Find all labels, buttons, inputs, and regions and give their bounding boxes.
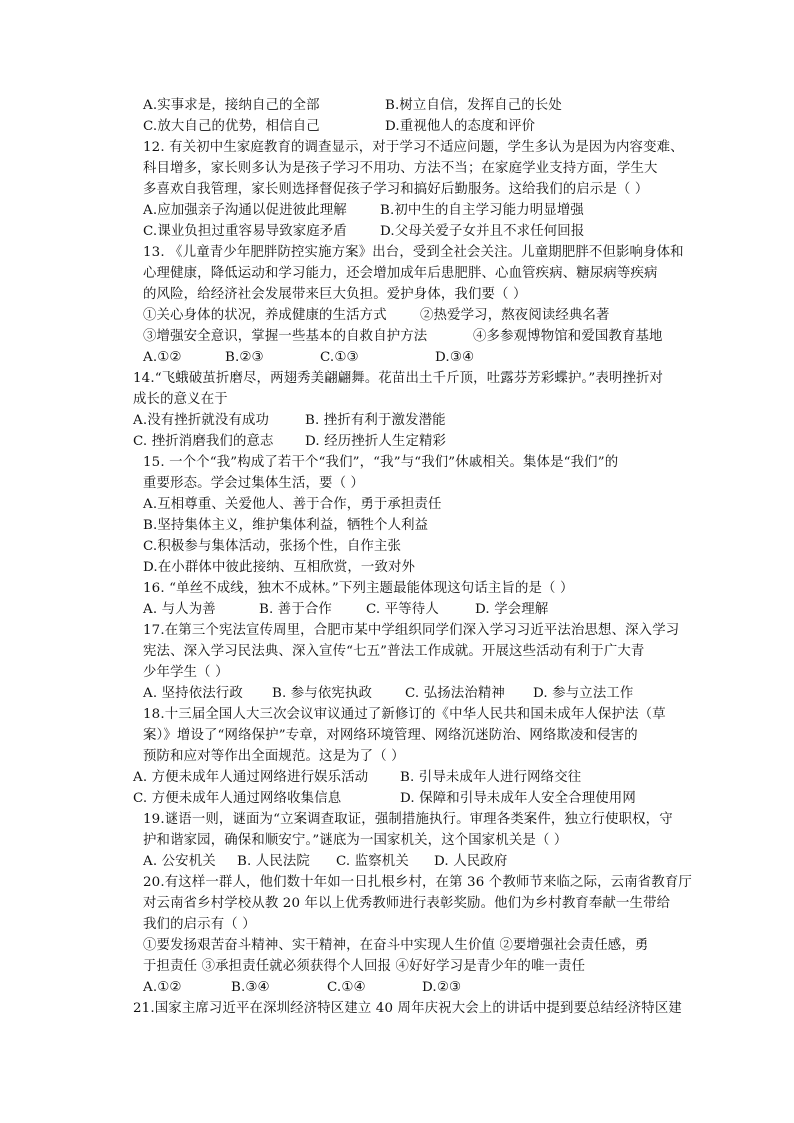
q13-statement: ②热爱学习，熬夜阅读经典名著	[420, 308, 610, 323]
q18-text-line: 预防和应对等作出全面规范。这是为了（ ）	[143, 749, 405, 764]
q12-option-b: B.初中生的自主学习能力明显增强	[380, 203, 584, 218]
q14-text-line: 14.“飞蛾破茧折磨尽，两翅秀美翩翩舞。花苗出土千斤顶，吐露芬芳彩蝶护。”表明挫折对	[133, 371, 664, 386]
q12-text-line: 多喜欢自我管理，家长则选择督促孩子学习和搞好后勤服务。这给我们的启示是（ ）	[143, 182, 649, 197]
q16-text-line: 16. “单丝不成线，独木不成林。”下列主题最能体现这句话主旨的是（ ）	[143, 581, 574, 596]
q18-option-c: C. 方便未成年人通过网络收集信息	[133, 791, 342, 806]
q14-option-c: C. 挫折消磨我们的意志	[133, 434, 274, 449]
q16-option-c: C. 平等待人	[366, 602, 439, 617]
q18-option-b: B. 引导未成年人进行网络交往	[400, 770, 582, 785]
q11-option-d: D.重视他人的态度和评价	[385, 119, 536, 134]
q20-statement: ①要发扬艰苦奋斗精神、实干精神，在奋斗中实现人生价值 ②要增强社会责任感，勇	[143, 938, 649, 953]
q19-option-d: D. 人民政府	[434, 854, 508, 869]
q13-text-line: 心理健康，降低运动和学习能力，还会增加成年后患肥胖、心血管疾病、糖尿病等疾病	[143, 266, 658, 281]
q12-option-c: C.课业负担过重容易导致家庭矛盾	[143, 224, 347, 239]
q21-text-line: 21.国家主席习近平在深圳经济特区建立 40 周年庆祝大会上的讲话中提到要总结经济特区建	[133, 1001, 682, 1016]
q14-option-d: D. 经历挫折人生定精彩	[305, 434, 447, 449]
q11-option-b: B.树立自信，发挥自己的长处	[385, 98, 562, 113]
q18-option-a: A. 方便未成年人通过网络进行娱乐活动	[133, 770, 369, 785]
q20-option-c: C.①④	[327, 980, 366, 995]
q16-option-b: B. 善于合作	[259, 602, 332, 617]
q17-option-a: A. 坚持依法行政	[143, 686, 243, 701]
q18-option-d: D. 保障和引导未成年人安全合理使用网	[400, 791, 636, 806]
q20-statement: 于担责任 ③承担责任就必须获得个人回报 ④好好学习是青少年的唯一责任	[143, 959, 586, 974]
q11-option-c: C.放大自己的优势，相信自己	[143, 119, 320, 134]
q17-option-c: C. 弘扬法治精神	[405, 686, 505, 701]
q12-text-line: 12. 有关初中生家庭教育的调查显示，对于学习不适应问题，学生多认为是因为内容变难、	[143, 140, 684, 155]
q15-text-line: 15. 一个个“我”构成了若干个“我们”，“我”与“我们”休戚相关。集体是“我们”的	[143, 455, 619, 470]
q13-option-d: D.③④	[435, 350, 475, 365]
q13-statement: ①关心身体的状况，养成健康的生活方式	[143, 308, 387, 323]
q18-text-line: 案）》增设了“网络保护”专章，对网络环境管理、网络沉迷防治、网络欺凌和侵害的	[143, 728, 638, 743]
q14-text-line: 成长的意义在于	[133, 392, 228, 407]
q13-text-line: 的风险，给经济社会发展带来巨大负担。爱护身体，我们要（ ）	[143, 287, 527, 302]
q20-option-a: A.①②	[143, 980, 182, 995]
q17-text-line: 少年学生（ ）	[143, 665, 229, 680]
q14-option-a: A.没有挫折就没有成功	[133, 413, 270, 428]
q13-text-line: 13. 《儿童青少年肥胖防控实施方案》出台，受到全社会关注。儿童期肥胖不但影响身体和	[143, 245, 684, 260]
q12-option-a: A.应加强亲子沟通以促进彼此理解	[143, 203, 347, 218]
q20-text-line: 对云南省乡村学校从教 20 年以上优秀教师进行表彰奖励。他们为乡村教育奉献一生带给	[143, 896, 671, 911]
q13-option-b: B.②③	[225, 350, 264, 365]
q15-text-line: 重要形态。学会过集体生活，要（ ）	[143, 476, 365, 491]
q13-option-c: C.①③	[320, 350, 359, 365]
q19-text-line: 19.谜语一则，谜面为“立案调查取证，强制措施执行。审理各类案件，独立行使职权，守	[143, 812, 673, 827]
q13-option-a: A.①②	[143, 350, 182, 365]
q17-text-line: 宪法、深入学习民法典、深入宣传“七五”普法工作成就。开展这些活动有利于广大青	[143, 644, 645, 659]
q16-option-d: D. 学会理解	[475, 602, 549, 617]
q20-option-d: D.②③	[422, 980, 462, 995]
q17-text-line: 17.在第三个宪法宣传周里，合肥市某中学组织同学们深入学习习近平法治思想、深入学习	[143, 623, 680, 638]
q15-option-d: D.在小群体中彼此接纳、互相欣赏，一致对外	[143, 560, 416, 575]
q20-text-line: 我们的启示有（ ）	[143, 917, 256, 932]
q19-option-c: C. 监察机关	[336, 854, 409, 869]
q17-option-d: D. 参与立法工作	[533, 686, 634, 701]
q18-text-line: 18.十三届全国人大三次会议审议通过了新修订的《中华人民共和国未成年人保护法（草	[143, 707, 666, 722]
q12-text-line: 科目增多，家长则多认为是孩子学习不用功、方法不当；在家庭学业支持方面，学生大	[143, 161, 658, 176]
q14-option-b: B. 挫折有利于激发潜能	[305, 413, 446, 428]
q15-option-b: B.坚持集体主义，维护集体利益，牺牲个人利益	[143, 518, 429, 533]
q11-option-a: A.实事求是，接纳自己的全部	[143, 98, 320, 113]
q19-text-line: 护和谐家园，确保和顺安宁。”谜底为一国家机关，这个国家机关是（ ）	[143, 833, 568, 848]
q19-option-a: A. 公安机关	[143, 854, 216, 869]
q13-statement: ④多参观博物馆和爱国教育基地	[473, 329, 663, 344]
q13-statement: ③增强安全意识，掌握一些基本的自救自护方法	[143, 329, 428, 344]
q15-option-a: A.互相尊重、关爱他人、善于合作，勇于承担责任	[143, 497, 442, 512]
q12-option-d: D.父母关爱子女并且不求任何回报	[380, 224, 585, 239]
q17-option-b: B. 参与依宪执政	[272, 686, 373, 701]
q20-text-line: 20.有这样一群人，他们数十年如一日扎根乡村，在第 36 个教师节来临之际，云南省教育厅	[143, 875, 692, 890]
q20-option-b: B.③④	[231, 980, 270, 995]
q19-option-b: B. 人民法院	[237, 854, 310, 869]
q15-option-c: C.积极参与集体活动，张扬个性，自作主张	[143, 539, 402, 554]
q16-option-a: A. 与人为善	[143, 602, 216, 617]
